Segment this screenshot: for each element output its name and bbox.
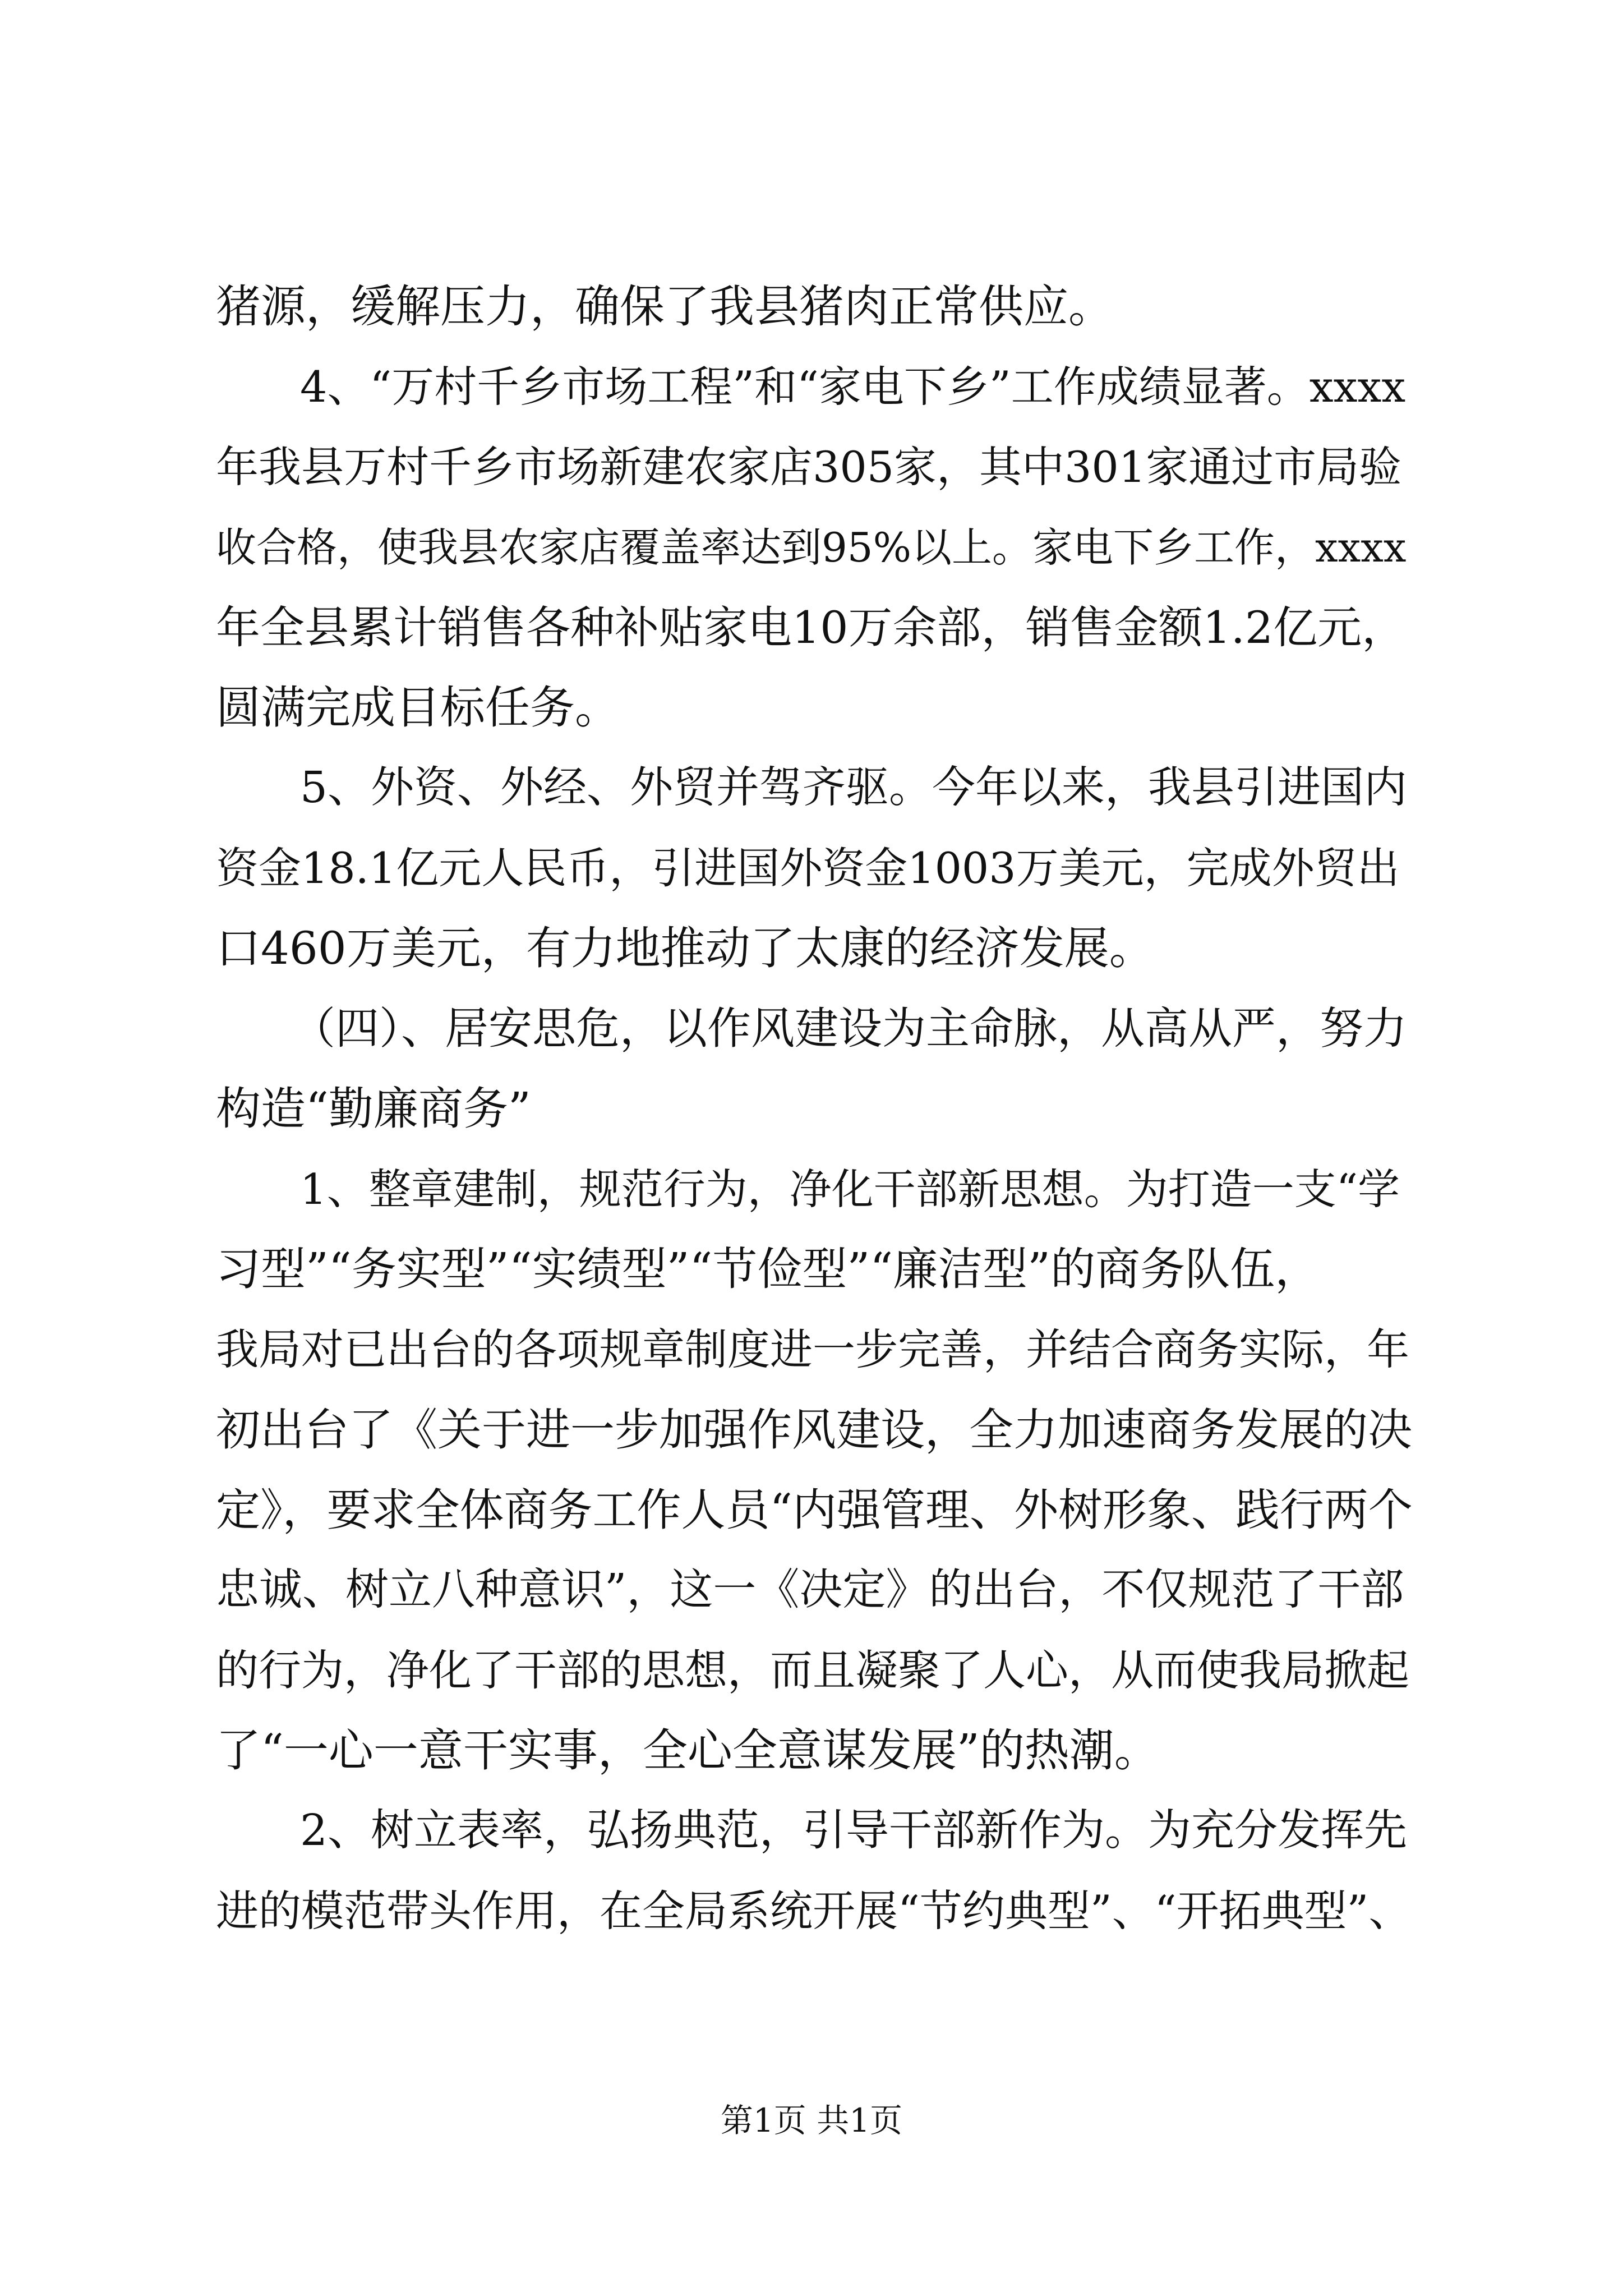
text-line-15: 初出台了《关于进一步加强作风建设，全力加速商务发展的决 xyxy=(216,1404,1412,1456)
text-line-11: 构造“勤廉商务” xyxy=(216,1083,531,1135)
text-line-10: （四）、居安思危，以作风建设为主命脉，从高从严，努力 xyxy=(292,1004,1408,1054)
text-line-9: 口460万美元，有力地推动了太康的经济发展。 xyxy=(216,922,1154,974)
text-line-18: 的行为，净化了干部的思想，而且凝聚了人心，从而使我局掀起 xyxy=(216,1645,1409,1695)
text-line-14: 我局对已出台的各项规章制度进一步完善，并结合商务实际，年 xyxy=(216,1324,1409,1374)
text-line-2: 4、“万村千乡市场工程”和“家电下乡”工作成绩显著。xxxx xyxy=(300,362,1406,412)
text-line-12: 1、整章建制，规范行为，净化干部新思想。为打造一支“学 xyxy=(300,1165,1400,1214)
text-line-7: 5、外资、外经、外贸并驾齐驱。今年以来，我县引进国内 xyxy=(300,763,1407,813)
text-line-5: 年全县累计销售各种补贴家电10万余部，销售金额1.2亿元， xyxy=(216,602,1407,654)
text-line-21: 进的模范带头作用，在全局系统开展“节约典型”、“开拓典型”、 xyxy=(216,1886,1412,1936)
text-line-6: 圆满完成目标任务。 xyxy=(216,682,620,734)
text-line-8: 资金18.1亿元人民币，引进国外资金1003万美元，完成外贸出 xyxy=(216,843,1400,893)
text-line-20: 2、树立表率，弘扬典范，引导干部新作为。为充分发挥先 xyxy=(300,1806,1407,1856)
text-line-13: 习型”“务实型”“实绩型”“节俭型”“廉洁型”的商务队伍， xyxy=(216,1243,1320,1295)
page-number-footer: 第1页 共1页 xyxy=(720,2101,903,2139)
text-line-19: 了“一心一意干实事，全心全意谋发展”的热潮。 xyxy=(216,1724,1159,1777)
text-line-17: 忠诚、树立八种意识”，这一《决定》的出台，不仅规范了干部 xyxy=(216,1565,1404,1615)
text-line-16: 定》，要求全体商务工作人员“内强管理、外树形象、践行两个 xyxy=(216,1484,1413,1536)
text-line-4: 收合格，使我县农家店覆盖率达到95%以上。家电下乡工作，xxxx xyxy=(216,524,1407,571)
text-line-1: 猪源，缓解压力，确保了我县猪肉正常供应。 xyxy=(216,280,1113,333)
text-line-3: 年我县万村千乡市场新建农家店305家，其中301家通过市局验 xyxy=(216,442,1402,492)
